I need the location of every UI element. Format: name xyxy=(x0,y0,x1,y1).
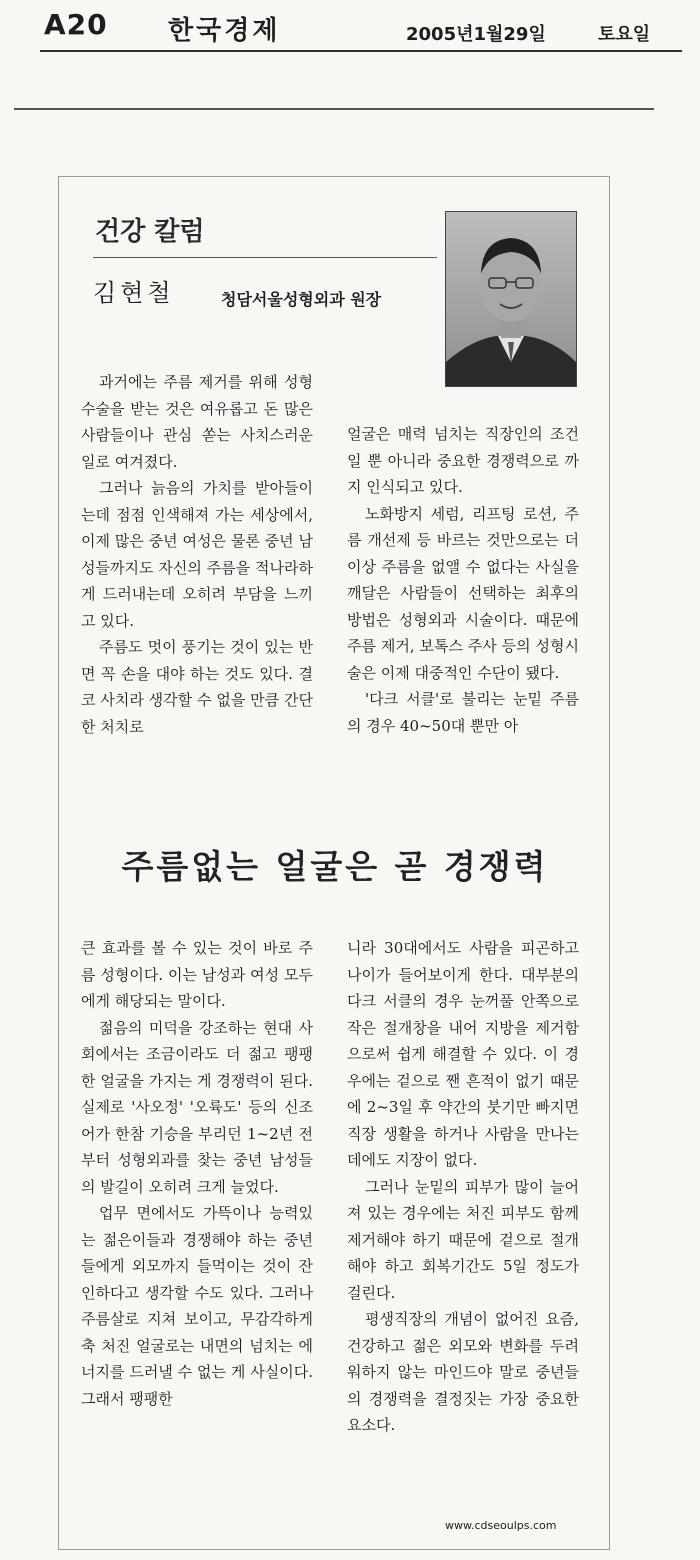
paragraph: 큰 효과를 볼 수 있는 것이 바로 주름 성형이다. 이는 남성과 여성 모두에게 해당되는 말이다. xyxy=(81,939,313,1010)
paragraph: 평생직장의 개념이 없어진 요즘, 건강하고 젊은 외모와 변화를 두려워하지 않는 마인드야 말로 중년들의 경쟁력을 결정짓는 가장 중요한 요소다. xyxy=(347,1310,579,1434)
author-photo xyxy=(445,211,577,387)
paragraph: 얼굴은 매력 넘치는 직장인의 조건일 뿐 아니라 중요한 경쟁력으로 까지 인식되고 있다. xyxy=(347,425,579,496)
paragraph: 과거에는 주름 제거를 위해 성형수술을 받는 것은 여유롭고 돈 많은 사람들이나 관심 쏟는 사치스러운 일로 여겨졌다. xyxy=(81,373,313,471)
masthead xyxy=(40,8,680,48)
body-column-lower-left xyxy=(81,935,313,1412)
masthead-rule xyxy=(40,50,682,52)
paragraph: 노화방지 세럼, 리프팅 로션, 주름 개선제 등 바르는 것만으로는 더 이상 주름을 없앨 수 없다는 사실을 깨달은 사람들이 선택하는 최후의 방법은 성형외과 시술이다. 때문에 주름 제거, 보톡스 주사 등의 성형시술은 이제 대중적인 수단이 됐다. xyxy=(347,504,579,682)
body-column-lower-right xyxy=(347,935,579,1439)
paragraph: 업무 면에서도 가뜩이나 능력있는 젊은이들과 경쟁해야 하는 중년들에게 외모까지 들먹이는 것이 잔인하다고 생각할 수도 있다. 그러나 주름살로 지쳐 보이고, 무감각하게 축 처진 얼굴로는 내면의 넘치는 에너지를 드러낼 수 없는 게 사실이다. 그래서 팽팽한 xyxy=(81,1204,313,1408)
paragraph: 그러나 늙음의 가치를 받아들이는데 점점 인색해져 가는 세상에서, 이제 많은 중년 여성은 물론 중년 남성들까지도 자신의 주름을 적나라하게 드러내는데 오히려 부담을 느끼고 있다. xyxy=(81,479,313,630)
paragraph: 주름도 멋이 풍기는 것이 있는 반면 꼭 손을 대야 하는 것도 있다. 결코 사치라 생각할 수 없을 만큼 간단한 처치로 xyxy=(81,638,313,736)
website-url: www.cdseoulps.com xyxy=(445,1519,557,1532)
paragraph: 젊음의 미덕을 강조하는 현대 사회에서는 조금이라도 더 젊고 팽팽한 얼굴을 가지는 게 경쟁력이 된다. 실제로 '사오정' '오륙도' 등의 신조어가 한참 기승을 부리던 1~2년 전부터 성형외과를 찾는 중년 남성들의 발길이 오히려 크게 늘었다. xyxy=(81,1018,313,1196)
article-box xyxy=(58,176,610,1550)
author-name: 김현철 xyxy=(93,279,175,307)
paragraph: 니라 30대에서도 사람을 피곤하고 나이가 들어보이게 한다. 대부분의 다크 서클의 경우 눈꺼풀 안쪽으로 작은 절개창을 내어 지방을 제거함으로써 쉽게 해결할 수 있다. 이 경우에는 겉으로 짼 흔적이 없기 때문에 2~3일 후 약간의 붓기만 빠지면 직장 생활을 하거나 사람을 만나는 데에도 지장이 없다. xyxy=(347,939,579,1169)
title-rule xyxy=(93,257,437,258)
newspaper-name: 한국경제 xyxy=(168,16,281,46)
page-number: A20 xyxy=(44,8,108,41)
author-role: 청담서울성형외과 원장 xyxy=(221,290,382,309)
paragraph: '다크 서클'로 불리는 눈밑 주름의 경우 40~50대 뿐만 아 xyxy=(347,690,579,735)
body-column-upper-right xyxy=(347,421,579,739)
issue-date: 2005년1월29일 xyxy=(406,24,546,45)
section-title: 건강 칼럼 xyxy=(95,217,205,247)
page-rule xyxy=(14,108,654,110)
body-column-upper-left xyxy=(81,369,313,740)
headline: 주름없는 얼굴은 곧 경쟁력 xyxy=(121,847,549,886)
issue-day: 토요일 xyxy=(598,24,651,45)
paragraph: 그러나 눈밑의 피부가 많이 늘어져 있는 경우에는 처진 피부도 함께 제거해야 하기 때문에 겉으로 절개해야 하고 회복기간도 5일 정도가 걸린다. xyxy=(347,1177,579,1302)
